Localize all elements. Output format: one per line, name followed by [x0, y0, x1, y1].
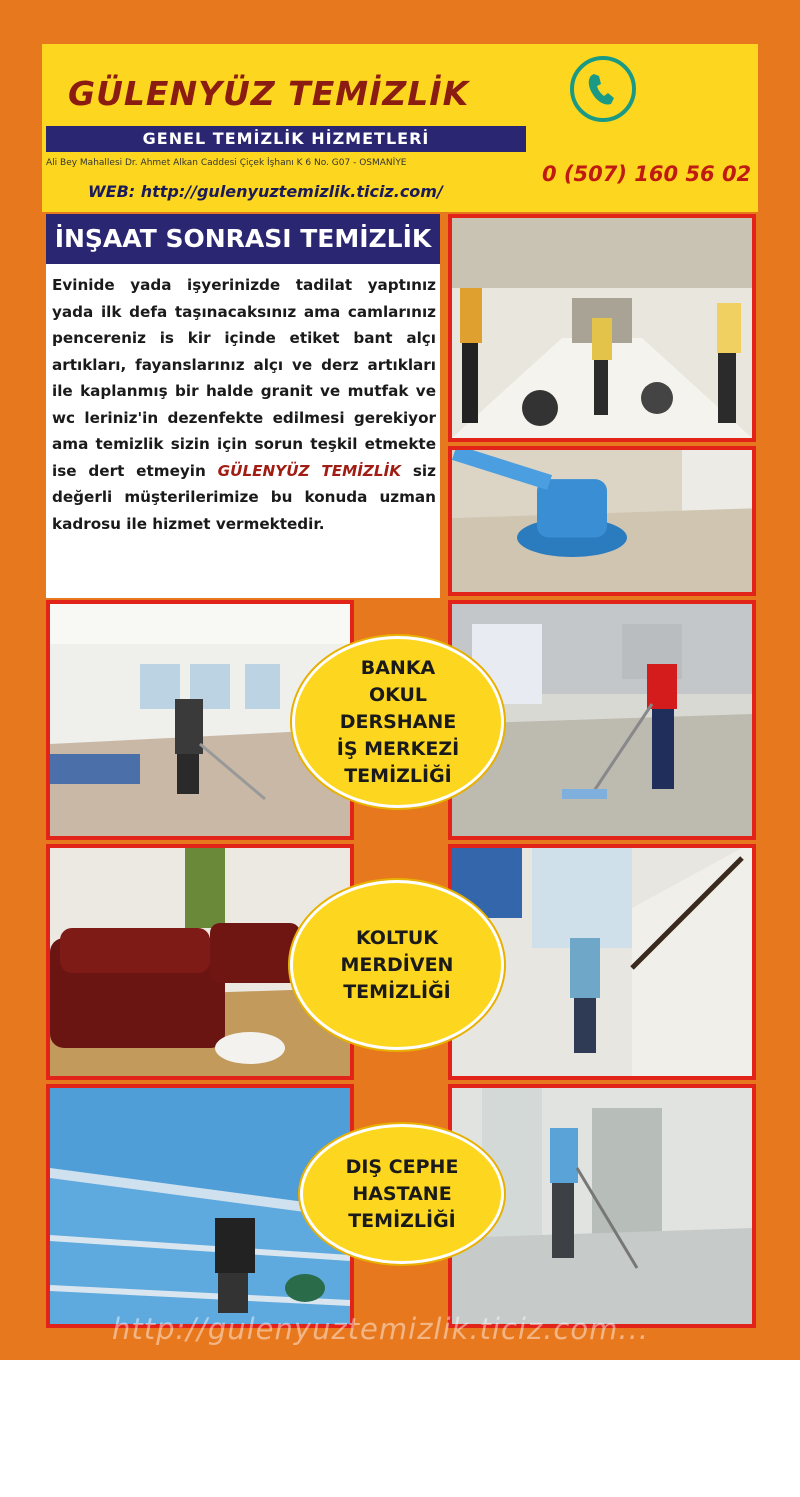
address: Ali Bey Mahallesi Dr. Ahmet Alkan Caddesi Çiçek İşhanı K 6 No. G07 - OSMANİYE	[46, 158, 407, 168]
phone-number[interactable]: 0 (507) 160 56 02	[542, 162, 752, 186]
badge-text	[346, 1154, 459, 1235]
badge-line: DIŞ CEPHE	[345, 1155, 459, 1178]
badge-line: TEMİZLİĞİ	[344, 764, 452, 787]
badge-office-cleaning	[292, 636, 504, 808]
badge-line: İŞ MERKEZİ	[336, 737, 460, 760]
badge-line: HASTANE	[352, 1182, 452, 1205]
description	[52, 272, 436, 537]
badge-line: TEMİZLİĞİ	[348, 1209, 456, 1232]
website-link[interactable]: WEB: http://gulenyuztemizlik.ticiz.com/	[88, 182, 443, 201]
badge-line: BANKA	[360, 656, 436, 679]
header	[42, 44, 758, 212]
photo-construction-cleaning	[448, 214, 756, 442]
badge-line: KOLTUK	[355, 926, 439, 949]
badge-text	[341, 925, 454, 1006]
badge-line: OKUL	[368, 683, 428, 706]
badge-text	[337, 655, 459, 790]
badge-line: TEMİZLİĞİ	[343, 980, 451, 1003]
badge-line: DERSHANE	[339, 710, 457, 733]
description-highlight: GÜLENYÜZ TEMİZLİK	[217, 461, 402, 480]
badge-sofa-stairs-cleaning	[290, 880, 504, 1050]
description-text: Evinide yada işyerinizde tadilat yaptınız yada ilk defa taşınacaksınız ama camlarınız pencereniz is kir içinde etiket bant alçı artıkları, fayanslarınız alçı ve derz artıkları ile kaplanmış bir halde granit ve mutfak ve wc leriniz'in dezenfekte edilmesi gerekiyor ama temizlik sizin için sorun teşkil etmekte ise dert etmeyin	[52, 276, 436, 480]
phone-icon	[570, 56, 636, 122]
watermark: http://gulenyuztemizlik.ticiz.com...	[112, 1312, 650, 1346]
photo-floor-polishing	[448, 446, 756, 596]
description-box	[46, 264, 440, 598]
description-text-end: siz değerli müşterilerimize bu konuda uzman kadrosu ile hizmet vermektedir.	[52, 461, 436, 533]
brand-title: GÜLENYÜZ TEMİZLİK	[68, 74, 470, 113]
badge-facade-hospital-cleaning	[300, 1124, 504, 1264]
badge-line: MERDİVEN	[340, 953, 454, 976]
section-title: İNŞAAT SONRASI TEMİZLİK	[46, 214, 440, 264]
services-subtitle: GENEL TEMİZLİK HİZMETLERİ	[46, 126, 526, 152]
